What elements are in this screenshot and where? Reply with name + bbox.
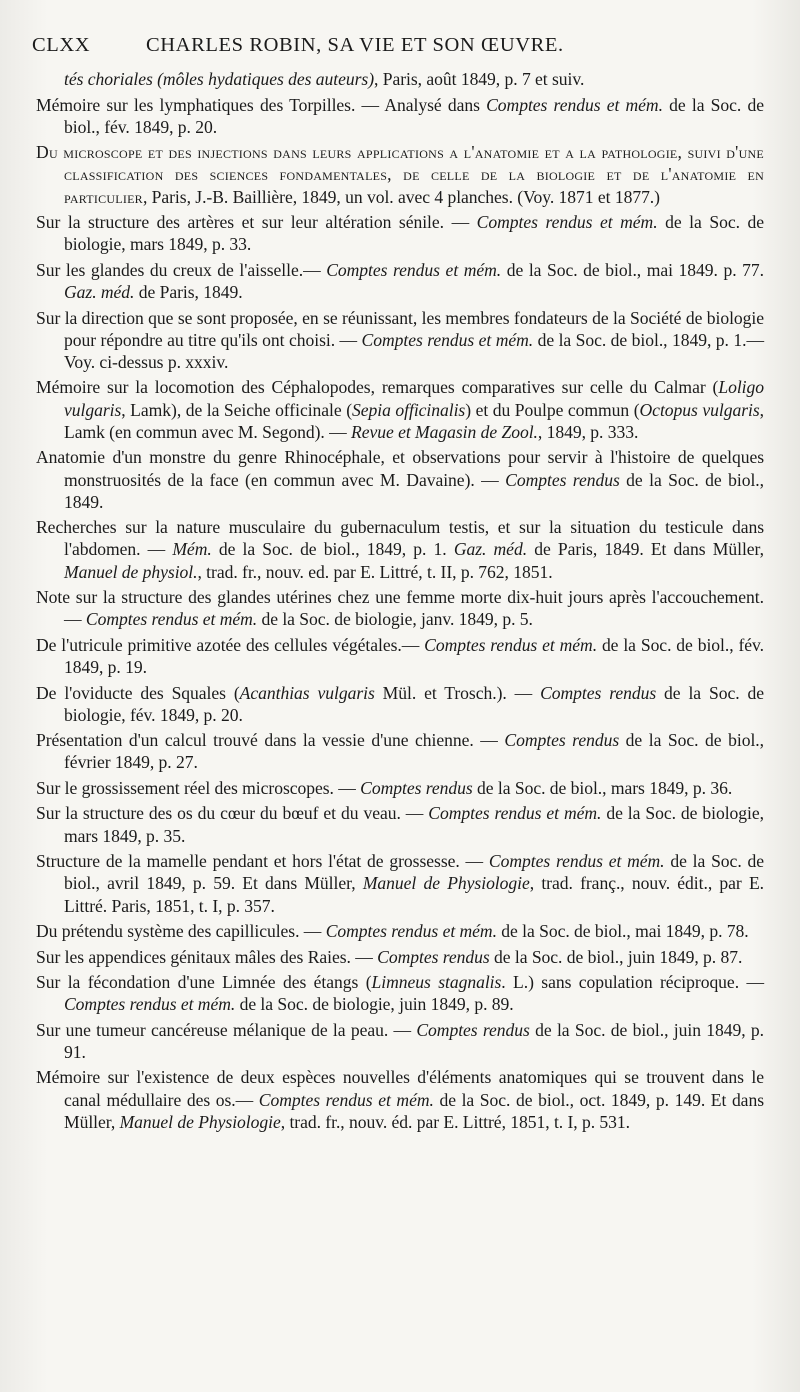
bibliography-entry: De l'utricule primitive azotée des cellules végétales.— Comptes rendus et mém. de la Soc. de biol., fév. 1849, p. 19.	[36, 634, 764, 678]
running-header	[32, 34, 772, 60]
bibliography-entry: Note sur la structure des glandes utérines chez une femme morte dix-huit jours après l'accouchement. — Comptes rendus et mém. de la Soc. de biologie, janv. 1849, p. 5.	[36, 587, 764, 630]
bibliography-entry: Sur une tumeur cancéreuse mélanique de la peau. — Comptes rendus de la Soc. de biol., juin 1849, p. 91.	[36, 1019, 764, 1062]
bibliography-entry: Sur la direction que se sont proposée, en se réunissant, les membres fondateurs de la Société de biologie pour répondre au titre qu'ils ont choisi. — Comptes rendus et mém. de la Soc. de biol., 1849, p. 1.—Voy. ci-dessus p. xxxiv.	[36, 307, 764, 372]
bibliography-entry: Sur les glandes du creux de l'aisselle.— Comptes rendus et mém. de la Soc. de biol., mai 1849. p. 77. Gaz. méd. de Paris, 1849.	[36, 259, 764, 303]
bibliography-list	[36, 68, 764, 1136]
bibliography-entry: Sur la fécondation d'une Limnée des étangs (Limneus stagnalis. L.) sans copulation réciproque. — Comptes rendus et mém. de la Soc. de biologie, juin 1849, p. 89.	[36, 972, 764, 1015]
page-number: CLXX	[32, 34, 91, 56]
bibliography-entry: Anatomie d'un monstre du genre Rhinocéphale, et observations pour servir à l'histoire de quelques monstruosités de la face (en commun avec M. Davaine). — Comptes rendus de la Soc. de biol., 1849.	[36, 447, 764, 512]
bibliography-entry: Mémoire sur les lymphatiques des Torpilles. — Analysé dans Comptes rendus et mém. de la Soc. de biol., fév. 1849, p. 20.	[36, 94, 764, 137]
bibliography-entry: Sur les appendices génitaux mâles des Raies. — Comptes rendus de la Soc. de biol., juin 1849, p. 87.	[36, 946, 743, 967]
bibliography-entry: Structure de la mamelle pendant et hors l'état de grossesse. — Comptes rendus et mém. de la Soc. de biol., avril 1849, p. 59. Et dans Müller, Manuel de Physiologie, trad. franç., nouv. édit., par E. Littré. Paris, 1851, t. I, p. 357.	[36, 851, 765, 916]
bibliography-entry: Sur la structure des os du cœur du bœuf et du veau. — Comptes rendus et mém. de la Soc. de biologie, mars 1849, p. 35.	[36, 803, 764, 846]
bibliography-entry: Du prétendu système des capillicules. — Comptes rendus et mém. de la Soc. de biol., mai 1849, p. 78.	[36, 921, 749, 942]
bibliography-entry: De l'oviducte des Squales (Acanthias vulgaris Mül. et Trosch.). — Comptes rendus de la Soc. de biologie, fév. 1849, p. 20.	[36, 682, 764, 725]
bibliography-entry: Recherches sur la nature musculaire du gubernaculum testis, et sur la situation du testicule dans l'abdomen. — Mém. de la Soc. de biol., 1849, p. 1. Gaz. méd. de Paris, 1849. Et dans Müller, Manuel de physiol., trad. fr., nouv. ed. par E. Littré, t. II, p. 762, 1851.	[36, 517, 764, 582]
bibliography-entry: Mémoire sur l'existence de deux espèces nouvelles d'éléments anatomiques qui se trouvent dans le canal médullaire des os.— Comptes rendus et mém. de la Soc. de biol., oct. 1849, p. 149. Et dans Müller, Manuel de Physiologie, trad. fr., nouv. éd. par E. Littré, 1851, t. I, p. 531.	[36, 1067, 764, 1132]
running-title: CHARLES ROBIN, SA VIE ET SON ŒUVRE.	[146, 34, 564, 56]
bibliography-entry: Sur la structure des artères et sur leur altération sénile. — Comptes rendus et mém. de la Soc. de biologie, mars 1849, p. 33.	[36, 212, 764, 255]
bibliography-entry: tés choriales (môles hydatiques des auteurs), Paris, août 1849, p. 7 et suiv.	[64, 69, 585, 89]
bibliography-entry: Du microscope et des injections dans leurs applications a l'anatomie et a la pathologie, suivi d'une classification des sciences fondamentales, de celle de la biologie et de l'anatomie en particulier, Paris, J.-B. Baillière, 1849, un vol. avec 4 planches. (Voy. 1871 et 1877.)	[36, 142, 764, 207]
bibliography-entry: Sur le grossissement réel des microscopes. — Comptes rendus de la Soc. de biol., mars 1849, p. 36.	[36, 777, 733, 798]
bibliography-entry: Mémoire sur la locomotion des Céphalopodes, remarques comparatives sur celle du Calmar (Loligo vulgaris, Lamk), de la Seiche officinale (Sepia officinalis) et du Poulpe commun (Octopus vulgaris, Lamk (en commun avec M. Segond). — Revue et Magasin de Zool., 1849, p. 333.	[36, 377, 764, 442]
bibliography-entry: Présentation d'un calcul trouvé dans la vessie d'une chienne. — Comptes rendus de la Soc. de biol., février 1849, p. 27.	[36, 730, 764, 773]
